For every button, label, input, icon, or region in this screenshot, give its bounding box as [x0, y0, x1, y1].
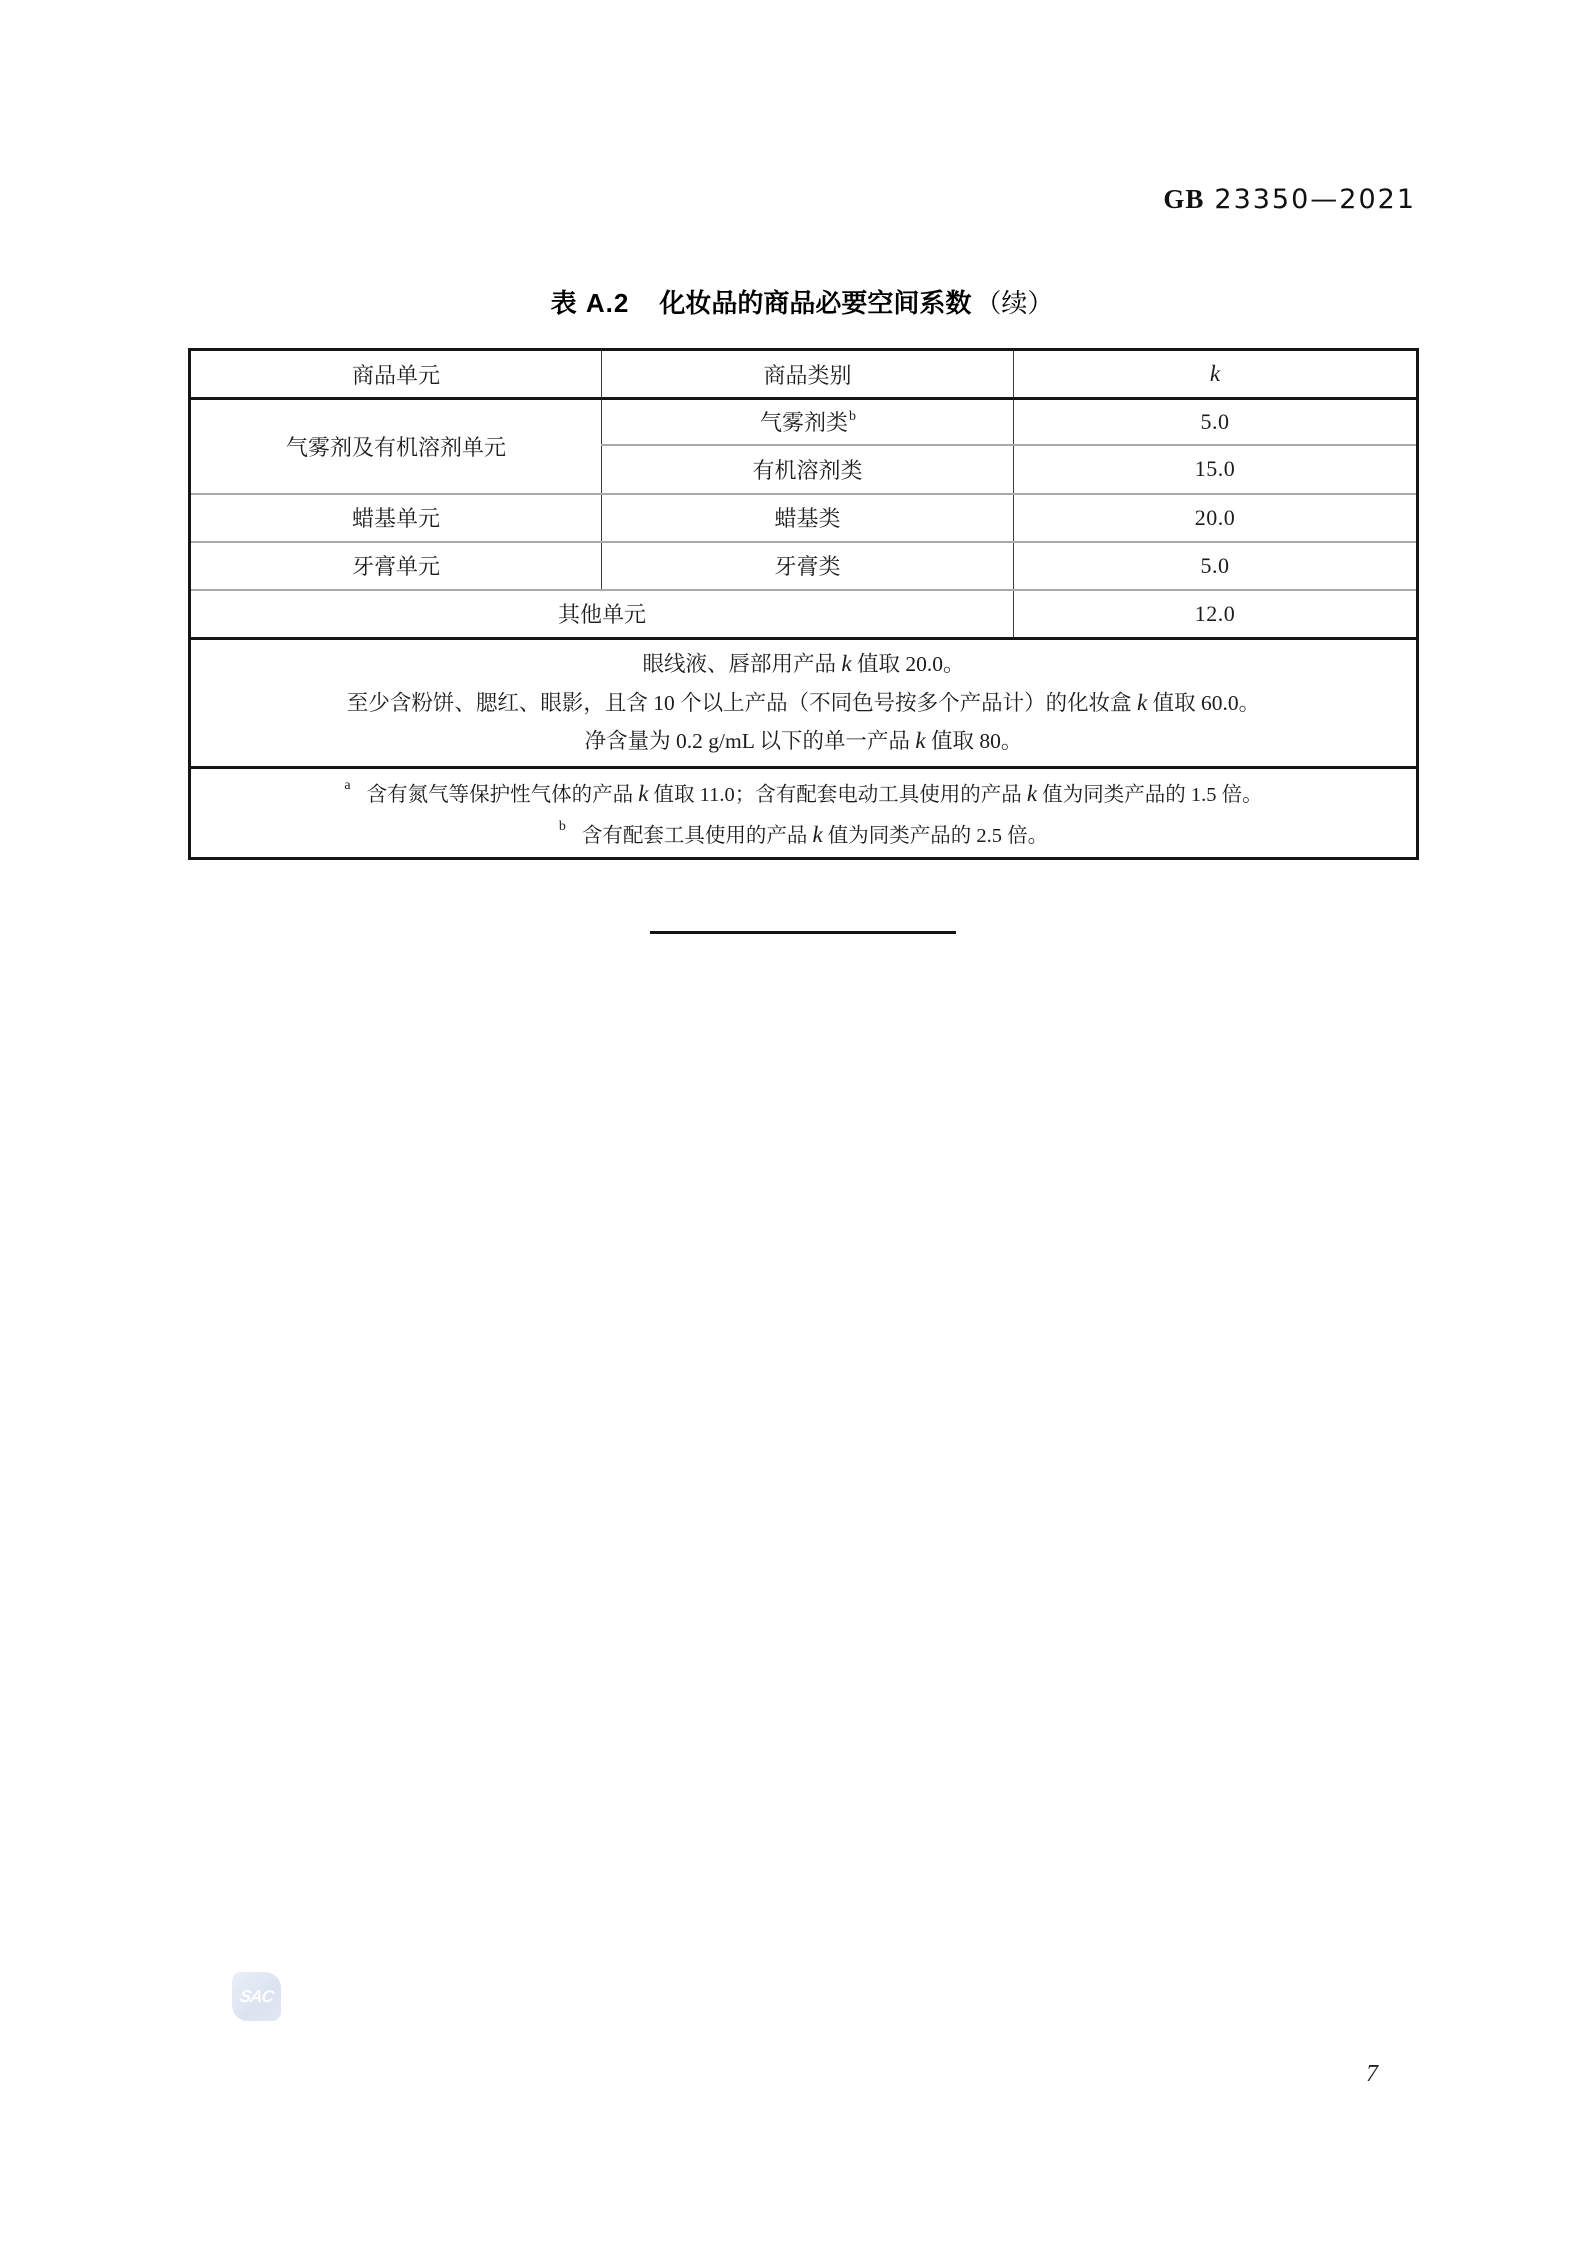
cell-category: 有机溶剂类: [602, 445, 1014, 494]
page-number: 7: [1366, 2061, 1378, 2087]
note-line: [191, 645, 1416, 684]
cell-category-text: 气雾剂类: [759, 410, 848, 436]
cell-unit: 牙膏单元: [190, 542, 602, 590]
note-line: [191, 722, 1416, 761]
footnotes-cell: [190, 768, 1418, 859]
k-symbol: k: [812, 821, 823, 847]
note-text: 眼线液、唇部用产品: [642, 652, 842, 677]
notes-cell: [190, 639, 1418, 768]
cell-k-value: 20.0: [1014, 494, 1418, 542]
note-text: 值取 20.0。: [851, 652, 965, 677]
sac-watermark-logo: [232, 1972, 281, 2021]
col-header-k: [1014, 350, 1418, 399]
footnote-line: [191, 772, 1416, 813]
footnote-text: 含有氮气等保护性气体的产品: [366, 784, 639, 806]
table-row: [190, 542, 1418, 590]
sac-watermark-text: SAC: [238, 1986, 275, 2006]
note-text: 至少含粉饼、腮红、眼影，且含 10 个以上产品（不同色号按多个产品计）的化妆盒: [346, 690, 1138, 715]
table-notes-row: [190, 639, 1418, 768]
table-header-row: [190, 350, 1418, 399]
doc-number-value: 23350—2021: [1214, 184, 1416, 215]
footnote-text: 值取 11.0；含有配套电动工具使用的产品: [648, 784, 1027, 806]
cell-category-sup: b: [849, 408, 856, 424]
footnote-text: 含有配套工具使用的产品: [581, 824, 813, 847]
table-row: [190, 494, 1418, 542]
footnote-text: 值为同类产品的 2.5 倍。: [822, 824, 1049, 847]
cell-k-value: 15.0: [1014, 445, 1418, 494]
footnote-line: [191, 813, 1416, 854]
k-symbol: k: [1137, 689, 1148, 715]
k-symbol: k: [915, 728, 926, 754]
col-header-unit: 商品单元: [190, 350, 602, 399]
table-title-suffix: （续）: [975, 289, 1054, 318]
doc-number: [1163, 184, 1416, 215]
note-line: [191, 684, 1416, 723]
end-rule-divider: [650, 931, 956, 934]
col-header-category: 商品类别: [602, 350, 1014, 399]
k-symbol: k: [1026, 781, 1038, 806]
cell-category: 牙膏类: [602, 542, 1014, 590]
table-title-main: 化妆品的商品必要空间系数: [659, 288, 972, 318]
cell-k-value: 12.0: [1014, 590, 1418, 639]
k-symbol: k: [841, 651, 852, 677]
footnote-marker: b: [558, 819, 566, 834]
footnote-text: 值为同类产品的 1.5 倍。: [1037, 784, 1263, 806]
footnote-marker: a: [344, 778, 351, 794]
note-text: 值取 60.0。: [1147, 690, 1261, 715]
table-title: [188, 283, 1416, 320]
note-text: 值取 80。: [925, 729, 1023, 754]
cell-k-value: 5.0: [1014, 542, 1418, 590]
table-row: [190, 590, 1418, 639]
table-row: [190, 399, 1418, 445]
k-symbol: k: [1209, 361, 1221, 386]
space-coefficient-table: [188, 348, 1419, 860]
cell-unit: 气雾剂及有机溶剂单元: [285, 434, 506, 460]
cell-unit-other: 其他单元: [190, 590, 1014, 639]
table-footnotes-row: [190, 768, 1418, 859]
cell-category: 蜡基类: [602, 494, 1014, 542]
cell-unit: 蜡基单元: [190, 494, 602, 542]
doc-code: GB: [1163, 184, 1205, 214]
cell-k-value: 5.0: [1014, 399, 1418, 445]
k-symbol: k: [638, 781, 649, 806]
cell-category: [602, 399, 1014, 445]
note-text: 净含量为 0.2 g/mL 以下的单一产品: [584, 729, 916, 754]
table-title-prefix: 表 A.2: [550, 288, 630, 318]
